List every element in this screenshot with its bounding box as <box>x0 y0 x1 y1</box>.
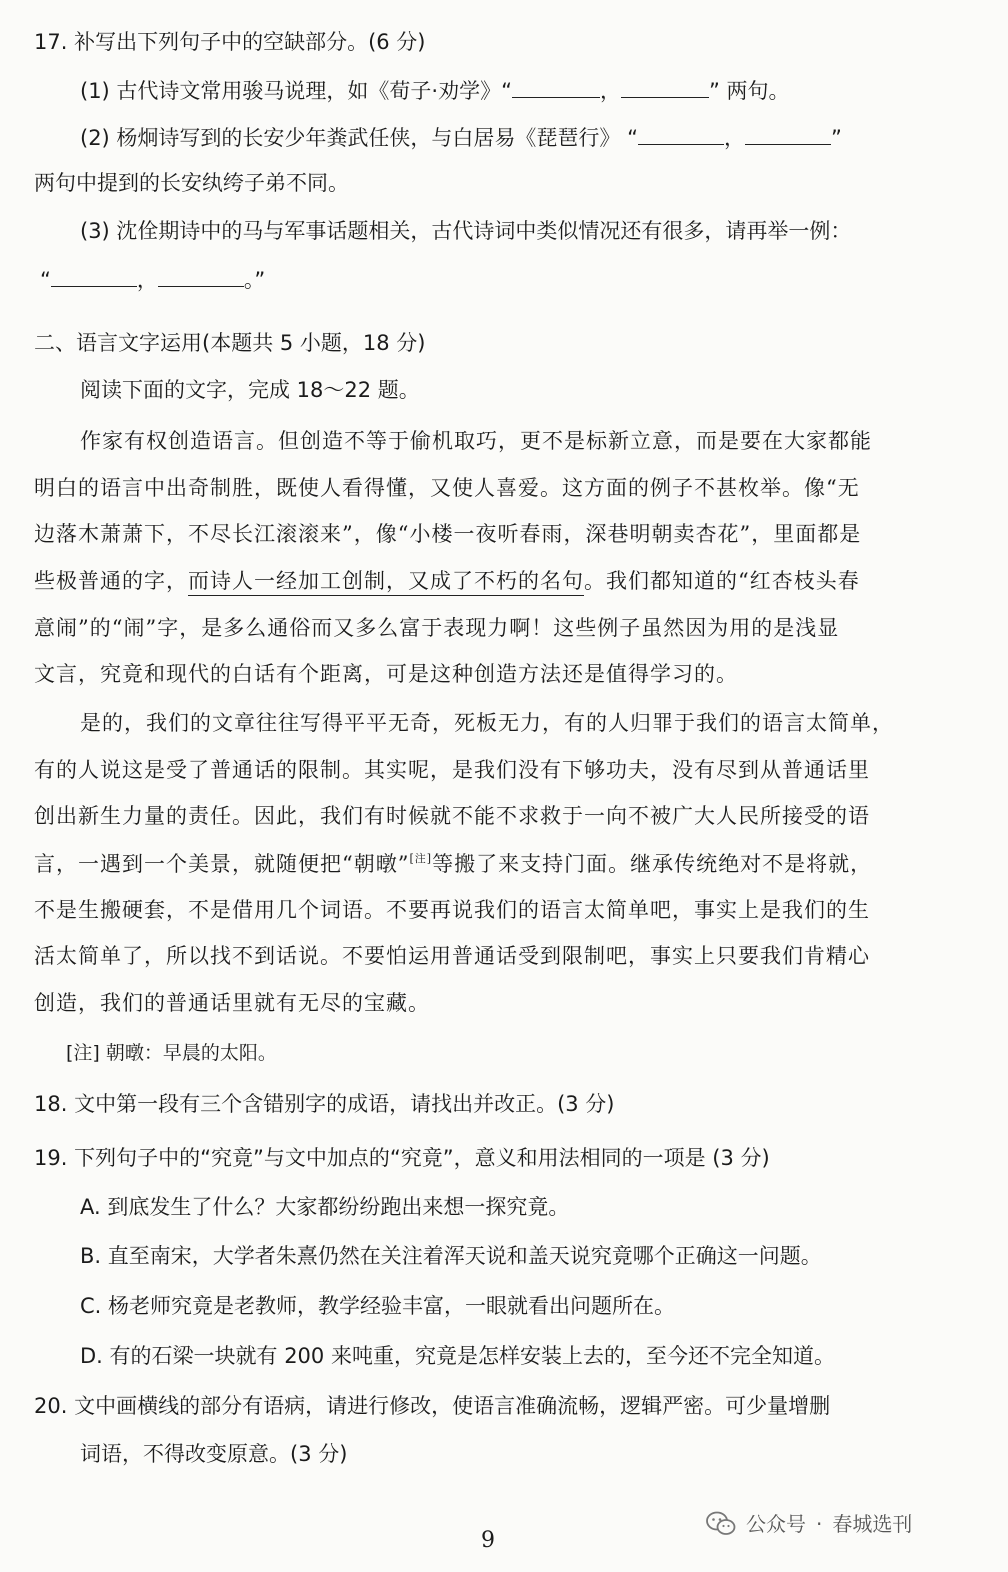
passage-text: 等搬了来支持门面。继承传统绝对不是将就， <box>432 852 873 876</box>
q17-item-2-comma: ， <box>723 126 745 150</box>
wechat-icon <box>706 1511 736 1537</box>
fill-blank[interactable] <box>745 126 831 145</box>
fill-blank[interactable] <box>512 79 600 98</box>
passage-line: 有的人说这是受了普通话的限制。其实呢，是我们没有下够功夫，没有尽到从普通话里 <box>34 758 870 782</box>
q17-item-1-comma: ， <box>599 79 621 103</box>
passage-line: 意闹”的“闹”字，是多么通俗而又多么富于表现力啊！这些例子虽然因为用的是浅显 <box>34 616 840 640</box>
passage-line: 不是生搬硬套，不是借用几个词语。不要再说我们的语言太简单吧，事实上是我们的生 <box>34 898 870 922</box>
passage-line: 创造，我们的普通话里就有无尽的宝藏。 <box>34 991 430 1015</box>
q17-item-2 <box>80 126 842 149</box>
passage-line <box>34 853 872 875</box>
passage-line: 活太简单了，所以找不到话说。不要怕运用普通话受到限制吧，事实上只要我们肯精心 <box>34 944 870 968</box>
watermark-left: 公众号 <box>746 1512 806 1536</box>
q18: 18. 文中第一段有三个含错别字的成语，请找出并改正。(3 分) <box>34 1092 615 1116</box>
fill-blank[interactable] <box>621 79 709 98</box>
q19-option-b[interactable]: B. 直至南宋，大学者朱熹仍然在关注着浑天说和盖天说究竟哪个正确这一问题。 <box>80 1244 822 1268</box>
q17-item-1-text: (1) 古代诗文常用骏马说理，如《荀子·劝学》“ <box>80 79 512 103</box>
open-quote: “ <box>40 268 51 292</box>
q17-item-2-cont: 两句中提到的长安纨绔子弟不同。 <box>34 171 349 195</box>
passage-line <box>34 571 860 592</box>
passage-line: 创出新生力量的责任。因此，我们有时候就不能不求救于一向不被广大人民所接受的语 <box>34 804 870 828</box>
footnote-marker: [注] <box>409 852 433 865</box>
q19-option-d[interactable]: D. 有的石梁一块就有 200 来吨重，究竟是怎样安装上去的，至今还不完全知道。 <box>80 1344 835 1368</box>
fill-blank[interactable] <box>638 126 724 145</box>
q17-item-3-blanks <box>40 268 265 291</box>
q19-option-c[interactable]: C. 杨老师究竟是老教师，教学经验丰富，一眼就看出问题所在。 <box>80 1294 676 1318</box>
q19-stem: 19. 下列句子中的“究竟”与文中加点的“究竟”，意义和用法相同的一项是 (3 分) <box>34 1146 770 1170</box>
page-number: 9 <box>481 1528 495 1553</box>
passage-line: 边落木萧萧下，不尽长江滚滚来”，像“小楼一夜听春雨，深巷明朝卖杏花”，里面都是 <box>34 522 862 546</box>
passage-text: 些极普通的字， <box>34 569 188 593</box>
underlined-sentence: 而诗人一经加工创制，又成了不朽的名句 <box>188 569 584 596</box>
section-heading: 二、语言文字运用(本题共 5 小题，18 分) <box>34 331 426 355</box>
q17-item-3: (3) 沈佺期诗中的马与军事话题相关，古代诗词中类似情况还有很多，请再举一例： <box>80 219 852 243</box>
q17-item-1 <box>80 79 790 102</box>
watermark-right: 春城选刊 <box>832 1512 913 1536</box>
passage-text: 言，一遇到一个美景，就随便把“朝暾” <box>34 852 410 876</box>
q19-option-a[interactable]: A. 到底发生了什么？大家都纷纷跑出来想一探究竟。 <box>80 1195 570 1219</box>
passage-line: 文言，究竟和现代的白话有个距离，可是这种创造方法还是值得学习的。 <box>34 662 738 686</box>
passage-line: 是的，我们的文章往往写得平平无奇，死板无力，有的人归罪于我们的语言太简单， <box>80 711 894 735</box>
passage-line: 明白的语言中出奇制胜，既使人看得懂，又使人喜爱。这方面的例子不甚枚举。像“无 <box>34 476 860 500</box>
q17-title: 17. 补写出下列句子中的空缺部分。(6 分) <box>34 30 426 54</box>
passage-text: 。我们都知道的“红杏枝头春 <box>584 569 860 593</box>
q20-line1: 20. 文中画横线的部分有语病，请进行修改，使语言准确流畅，逻辑严密。可少量增删 <box>34 1394 831 1418</box>
q20-line2: 词语，不得改变原意。(3 分) <box>80 1442 348 1466</box>
fill-blank[interactable] <box>158 268 244 287</box>
q17-item-2-text: (2) 杨炯诗写到的长安少年粪武任侠，与白居易《琵琶行》 “ <box>80 126 638 150</box>
q17-item-1-end: ” 两句。 <box>708 79 790 103</box>
q17-item-2-end: ” <box>830 126 842 150</box>
section-intro: 阅读下面的文字，完成 18～22 题。 <box>80 378 420 402</box>
watermark <box>706 1511 912 1537</box>
close-quote: 。” <box>243 268 266 292</box>
passage-line: 作家有权创造语言。但创造不等于偷机取巧，更不是标新立意，而是要在大家都能 <box>80 429 872 453</box>
footnote: [注] 朝暾：早晨的太阳。 <box>66 1042 277 1064</box>
watermark-dot: · <box>816 1512 823 1536</box>
fill-blank[interactable] <box>51 268 137 287</box>
comma: ， <box>136 268 158 292</box>
